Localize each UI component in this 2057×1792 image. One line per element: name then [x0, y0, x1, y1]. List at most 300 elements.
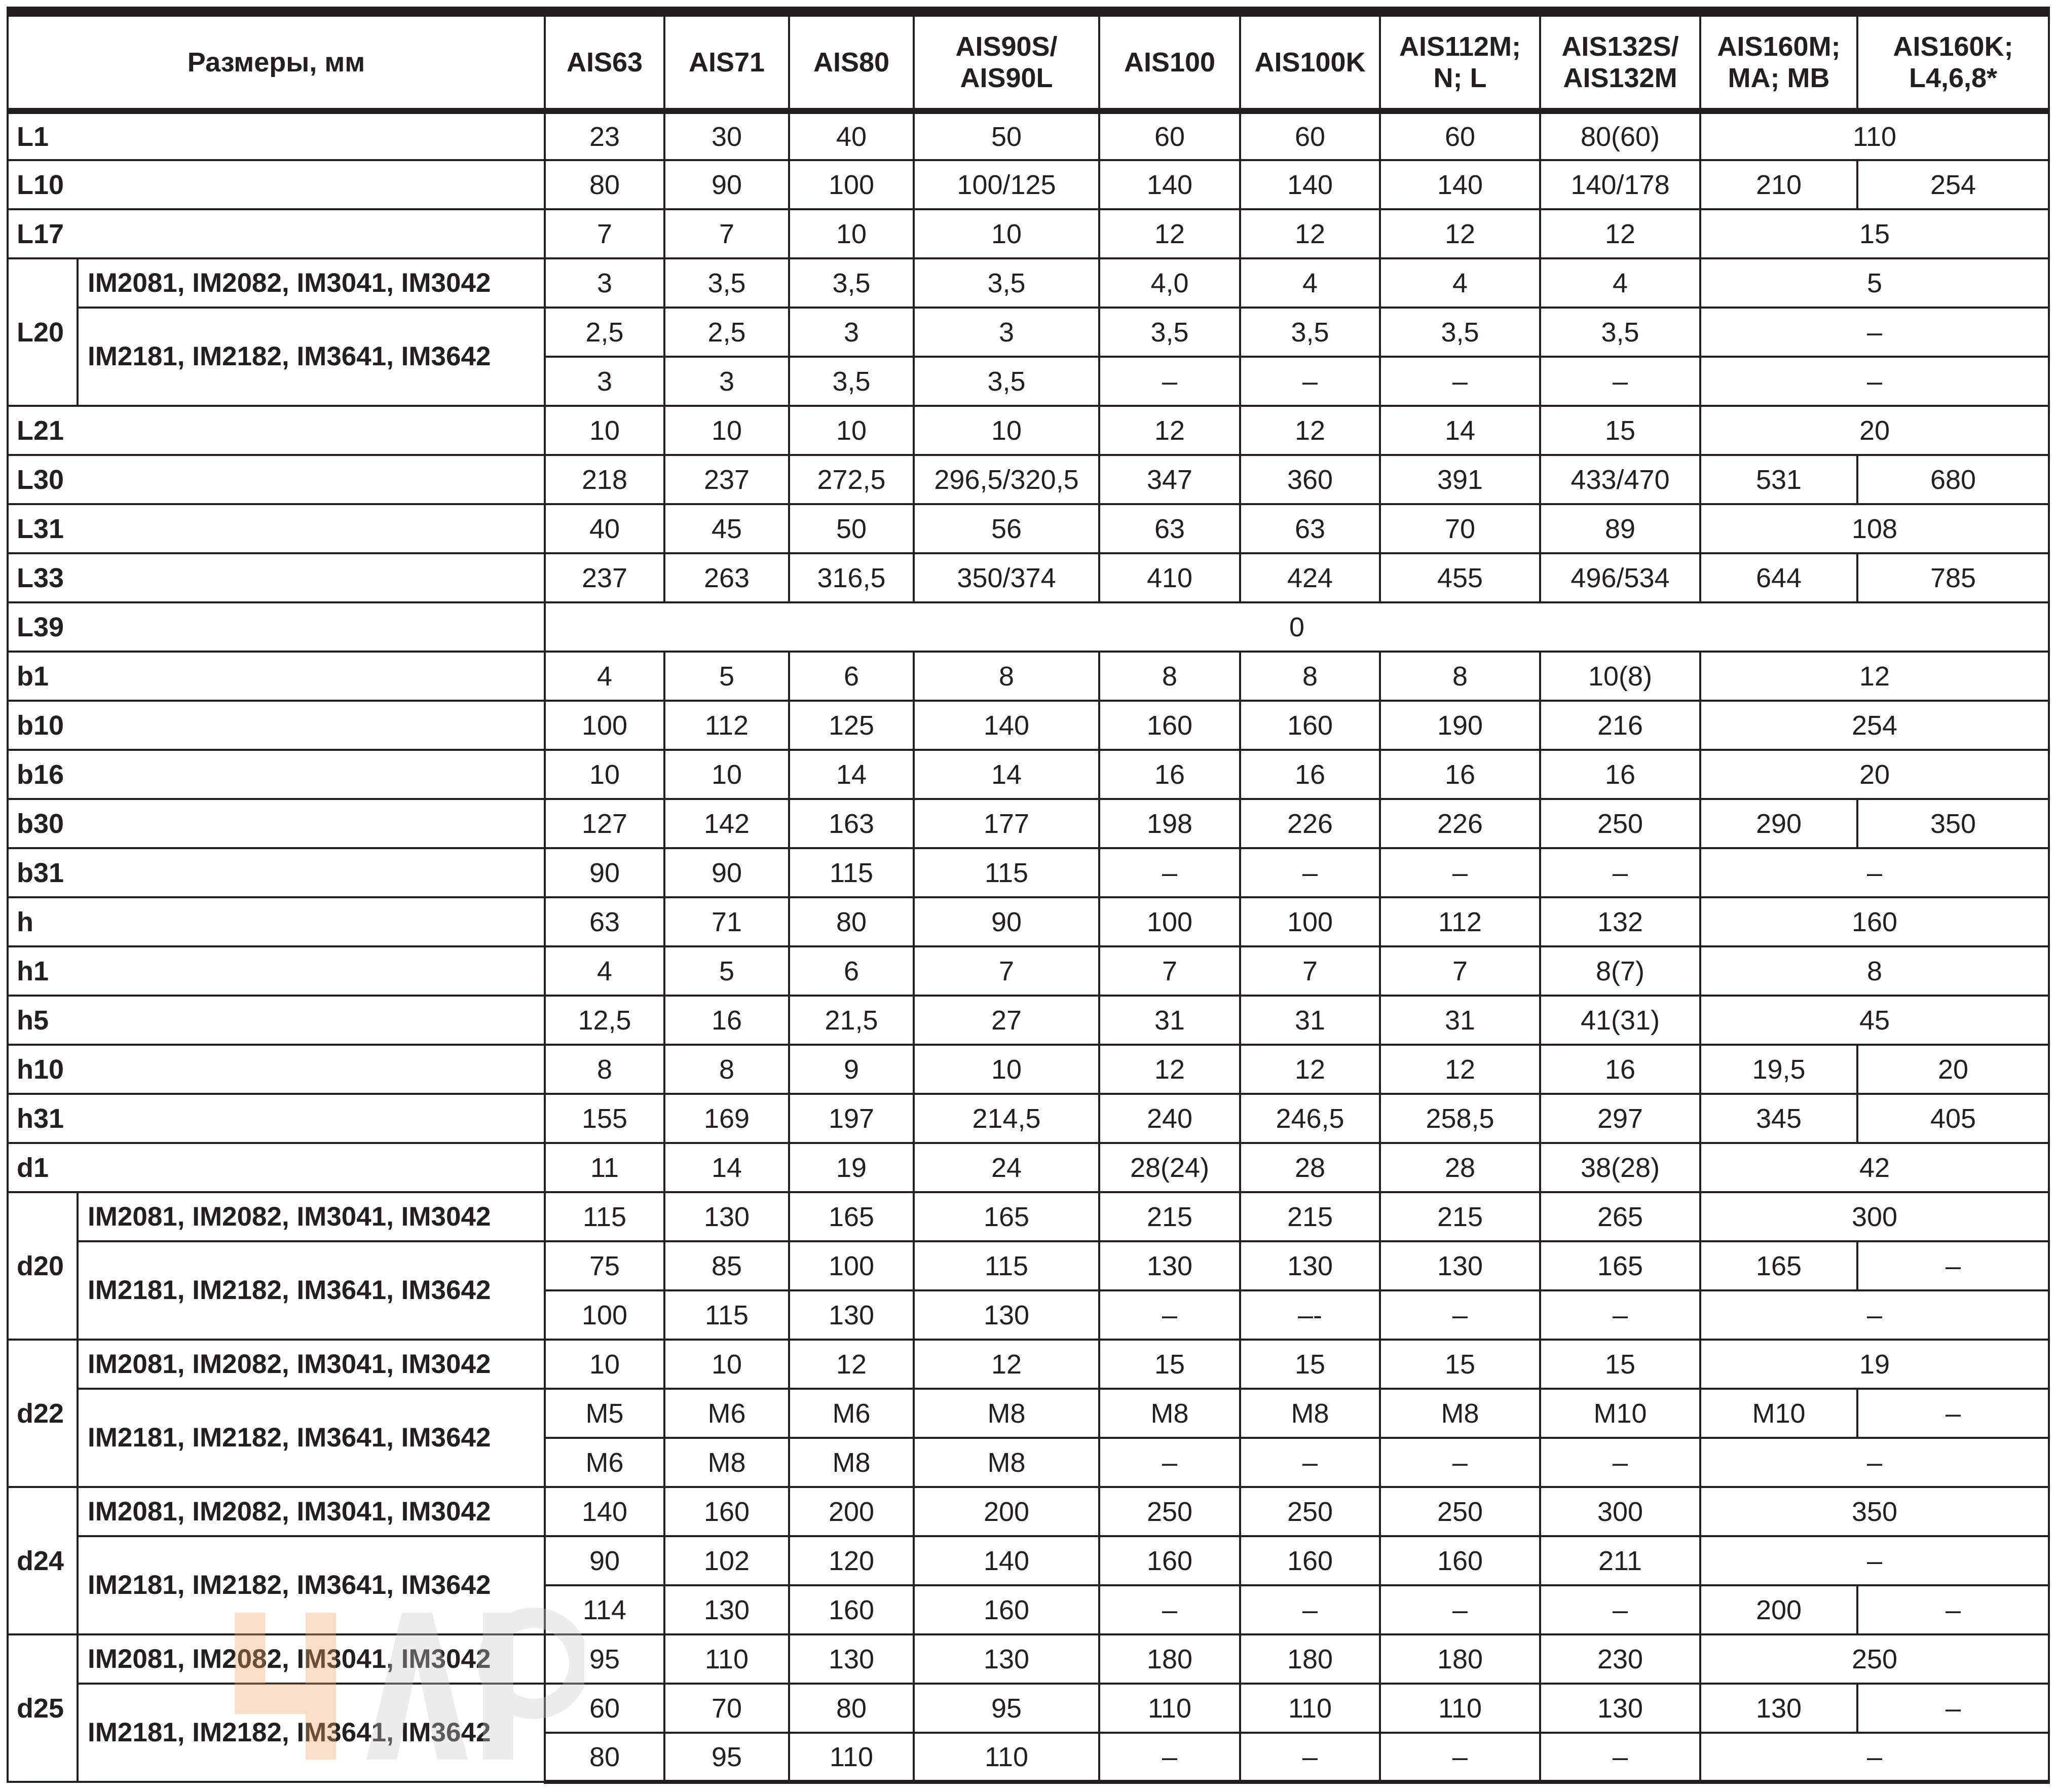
value-cell: 405 — [1857, 1094, 2049, 1143]
value-cell: 226 — [1380, 799, 1540, 848]
value-cell: 140 — [1240, 160, 1380, 209]
value-cell: 19 — [789, 1143, 914, 1192]
value-cell: 45 — [1700, 996, 2049, 1045]
value-cell: 142 — [664, 799, 789, 848]
value-cell: – — [1240, 848, 1380, 897]
value-cell: 12 — [1540, 209, 1700, 258]
value-cell: 237 — [664, 455, 789, 504]
value-cell: 7 — [914, 946, 1099, 996]
value-cell: 140 — [914, 1536, 1099, 1585]
value-cell: 200 — [789, 1487, 914, 1536]
value-cell: 30 — [664, 111, 789, 160]
value-cell: 130 — [789, 1634, 914, 1684]
value-cell: 28 — [1380, 1143, 1540, 1192]
value-cell: 5 — [664, 652, 789, 701]
table-row — [8, 209, 2049, 258]
dimension-label: h10 — [8, 1045, 545, 1094]
value-cell: 3,5 — [789, 258, 914, 308]
value-cell: 197 — [789, 1094, 914, 1143]
value-cell: – — [1540, 1438, 1700, 1487]
value-cell: 3 — [914, 308, 1099, 357]
value-cell: 2,5 — [664, 308, 789, 357]
value-cell: 316,5 — [789, 553, 914, 602]
table-body — [8, 111, 2049, 1782]
value-cell: 28 — [1240, 1143, 1380, 1192]
value-cell: 115 — [545, 1192, 664, 1241]
value-cell: 56 — [914, 504, 1099, 553]
value-cell: 50 — [914, 111, 1099, 160]
value-cell: 5 — [1700, 258, 2049, 308]
value-cell: 10 — [789, 209, 914, 258]
value-cell: 12 — [1099, 1045, 1240, 1094]
value-cell: 345 — [1700, 1094, 1857, 1143]
value-cell: 7 — [545, 209, 664, 258]
value-cell: 6 — [789, 946, 914, 996]
value-cell: 250 — [1240, 1487, 1380, 1536]
value-cell: 130 — [1099, 1241, 1240, 1290]
value-cell: 11 — [545, 1143, 664, 1192]
value-cell: 210 — [1700, 160, 1857, 209]
value-cell: 100 — [545, 701, 664, 750]
value-cell: 10 — [914, 209, 1099, 258]
table-row — [8, 652, 2049, 701]
value-cell: 10 — [789, 406, 914, 455]
value-cell: 160 — [664, 1487, 789, 1536]
value-cell: 165 — [914, 1192, 1099, 1241]
column-header: AIS71 — [664, 12, 789, 111]
value-cell: 80 — [545, 160, 664, 209]
value-cell: 60 — [545, 1684, 664, 1733]
value-cell: 38(28) — [1540, 1143, 1700, 1192]
value-cell: M6 — [545, 1438, 664, 1487]
value-cell: – — [1099, 357, 1240, 406]
value-cell: 230 — [1540, 1634, 1700, 1684]
mount-label: IM2081, IM2082, IM3041, IM3042 — [78, 1634, 545, 1684]
value-cell: 254 — [1700, 701, 2049, 750]
value-cell: 63 — [1240, 504, 1380, 553]
value-cell: – — [1240, 1438, 1380, 1487]
value-cell: 12 — [1380, 1045, 1540, 1094]
value-cell: 4 — [1240, 258, 1380, 308]
value-cell: 180 — [1099, 1634, 1240, 1684]
value-cell: 165 — [1540, 1241, 1700, 1290]
value-cell: 15 — [1099, 1340, 1240, 1389]
value-cell: – — [1540, 848, 1700, 897]
value-cell: 140 — [1380, 160, 1540, 209]
value-cell: – — [1857, 1684, 2049, 1733]
value-cell: – — [1099, 848, 1240, 897]
value-cell: 8 — [664, 1045, 789, 1094]
value-cell: 80 — [789, 1684, 914, 1733]
table-row — [8, 258, 2049, 308]
table-row — [8, 1241, 2049, 1290]
value-cell: 140/178 — [1540, 160, 1700, 209]
value-cell: 8(7) — [1540, 946, 1700, 996]
value-cell: 14 — [664, 1143, 789, 1192]
table-row — [8, 848, 2049, 897]
value-cell: 140 — [914, 701, 1099, 750]
value-cell: – — [1380, 1585, 1540, 1634]
value-cell: 110 — [664, 1634, 789, 1684]
value-cell: 95 — [545, 1634, 664, 1684]
value-cell: 80(60) — [1540, 111, 1700, 160]
dimension-label: h — [8, 897, 545, 946]
dimension-label: L31 — [8, 504, 545, 553]
value-cell: 130 — [1240, 1241, 1380, 1290]
value-cell: 160 — [1380, 1536, 1540, 1585]
value-cell: 3,5 — [914, 357, 1099, 406]
dimension-label: b1 — [8, 652, 545, 701]
value-cell: 114 — [545, 1585, 664, 1634]
value-cell: 63 — [1099, 504, 1240, 553]
value-cell: 90 — [545, 848, 664, 897]
value-cell: 265 — [1540, 1192, 1700, 1241]
value-cell: 110 — [1700, 111, 2049, 160]
value-cell: 10 — [664, 406, 789, 455]
value-cell: 63 — [545, 897, 664, 946]
value-cell: 250 — [1700, 1634, 2049, 1684]
value-cell: 27 — [914, 996, 1099, 1045]
value-cell: 15 — [1540, 406, 1700, 455]
value-cell: 4 — [545, 652, 664, 701]
value-cell: 16 — [1540, 750, 1700, 799]
value-cell: 12 — [1380, 209, 1540, 258]
value-cell: 160 — [1240, 1536, 1380, 1585]
value-cell: 4 — [545, 946, 664, 996]
value-cell: 130 — [664, 1585, 789, 1634]
value-cell: 115 — [914, 848, 1099, 897]
value-cell: 15 — [1700, 209, 2049, 258]
table-row — [8, 897, 2049, 946]
value-cell: 10 — [914, 1045, 1099, 1094]
value-cell: M10 — [1540, 1389, 1700, 1438]
value-cell: 19 — [1700, 1340, 2049, 1389]
value-cell: 31 — [1380, 996, 1540, 1045]
value-cell: 130 — [914, 1634, 1099, 1684]
mount-label: IM2081, IM2082, IM3041, IM3042 — [78, 1192, 545, 1241]
value-cell: 20 — [1700, 750, 2049, 799]
dimension-label: d20 — [8, 1192, 78, 1340]
value-cell: 10(8) — [1540, 652, 1700, 701]
value-cell: 215 — [1240, 1192, 1380, 1241]
value-cell: 360 — [1240, 455, 1380, 504]
value-cell: 71 — [664, 897, 789, 946]
mount-label: IM2181, IM2182, IM3641, IM3642 — [78, 1684, 545, 1782]
value-cell: 215 — [1099, 1192, 1240, 1241]
value-cell: – — [1380, 848, 1540, 897]
value-cell: 644 — [1700, 553, 1857, 602]
table-row — [8, 750, 2049, 799]
table-row — [8, 111, 2049, 160]
value-cell: 785 — [1857, 553, 2049, 602]
value-cell: 120 — [789, 1536, 914, 1585]
value-cell: M8 — [789, 1438, 914, 1487]
value-cell: 3,5 — [1099, 308, 1240, 357]
value-cell: 347 — [1099, 455, 1240, 504]
dimension-label: d24 — [8, 1487, 78, 1634]
mount-label: IM2081, IM2082, IM3041, IM3042 — [78, 1487, 545, 1536]
mount-label: IM2181, IM2182, IM3641, IM3642 — [78, 1536, 545, 1634]
value-cell: 272,5 — [789, 455, 914, 504]
value-cell: 3,5 — [1240, 308, 1380, 357]
value-cell: 12 — [1240, 209, 1380, 258]
value-cell: 110 — [1380, 1684, 1540, 1733]
dimension-label: b31 — [8, 848, 545, 897]
value-cell: 237 — [545, 553, 664, 602]
dimensions-header: Размеры, мм — [8, 12, 545, 111]
column-header: AIS132S/ AIS132M — [1540, 12, 1700, 111]
value-cell: 7 — [1240, 946, 1380, 996]
value-cell: 4 — [1380, 258, 1540, 308]
value-cell: 160 — [1240, 701, 1380, 750]
value-cell: 130 — [1700, 1684, 1857, 1733]
dimensions-sheet — [7, 7, 2048, 1785]
value-cell: M8 — [1240, 1389, 1380, 1438]
table-row — [8, 1536, 2049, 1585]
value-cell: 250 — [1099, 1487, 1240, 1536]
value-cell: M8 — [914, 1389, 1099, 1438]
value-cell: – — [1540, 1585, 1700, 1634]
value-cell: 42 — [1700, 1143, 2049, 1192]
dimension-label: L30 — [8, 455, 545, 504]
value-cell: – — [1700, 1733, 2049, 1782]
value-cell: M8 — [1099, 1389, 1240, 1438]
value-cell: 16 — [1540, 1045, 1700, 1094]
value-cell: 102 — [664, 1536, 789, 1585]
value-cell: 155 — [545, 1094, 664, 1143]
value-cell: 60 — [1099, 111, 1240, 160]
dimension-label: d1 — [8, 1143, 545, 1192]
value-cell: 16 — [664, 996, 789, 1045]
value-cell: 8 — [914, 652, 1099, 701]
value-cell: 300 — [1540, 1487, 1700, 1536]
value-cell: – — [1380, 357, 1540, 406]
value-cell: 31 — [1099, 996, 1240, 1045]
value-cell: – — [1540, 357, 1700, 406]
value-cell: 211 — [1540, 1536, 1700, 1585]
table-row — [8, 160, 2049, 209]
value-cell: 132 — [1540, 897, 1700, 946]
value-cell: 350 — [1700, 1487, 2049, 1536]
value-cell: 12 — [1240, 406, 1380, 455]
value-cell: 10 — [545, 1340, 664, 1389]
value-cell: 130 — [1380, 1241, 1540, 1290]
value-cell: – — [1240, 1733, 1380, 1782]
value-cell: 169 — [664, 1094, 789, 1143]
value-cell: 297 — [1540, 1094, 1700, 1143]
dimension-label: L10 — [8, 160, 545, 209]
dimension-label: h1 — [8, 946, 545, 996]
table-row — [8, 406, 2049, 455]
value-cell: 115 — [789, 848, 914, 897]
value-cell: 258,5 — [1380, 1094, 1540, 1143]
value-cell: 160 — [1099, 701, 1240, 750]
value-cell: 12 — [914, 1340, 1099, 1389]
value-cell: 7 — [1099, 946, 1240, 996]
value-cell: 130 — [914, 1290, 1099, 1340]
value-cell: – — [1700, 848, 2049, 897]
value-cell: – — [1240, 357, 1380, 406]
value-cell: 140 — [545, 1487, 664, 1536]
value-cell: 110 — [1240, 1684, 1380, 1733]
dimension-label: h31 — [8, 1094, 545, 1143]
value-cell: 112 — [1380, 897, 1540, 946]
value-cell: 263 — [664, 553, 789, 602]
value-cell: 90 — [664, 848, 789, 897]
value-cell: – — [1540, 1733, 1700, 1782]
table-row — [8, 1634, 2049, 1684]
value-cell: 16 — [1099, 750, 1240, 799]
value-cell: 110 — [914, 1733, 1099, 1782]
column-header: AIS80 — [789, 12, 914, 111]
value-cell: 3,5 — [664, 258, 789, 308]
table-row — [8, 1340, 2049, 1389]
value-cell: 214,5 — [914, 1094, 1099, 1143]
table-row — [8, 1045, 2049, 1094]
dimension-label: b10 — [8, 701, 545, 750]
value-cell: 9 — [789, 1045, 914, 1094]
value-cell: 216 — [1540, 701, 1700, 750]
mount-label: IM2181, IM2182, IM3641, IM3642 — [78, 1241, 545, 1340]
value-cell: 100 — [1099, 897, 1240, 946]
value-cell: 100/125 — [914, 160, 1099, 209]
table-row — [8, 455, 2049, 504]
value-cell: 7 — [664, 209, 789, 258]
table-row — [8, 308, 2049, 357]
value-cell: 16 — [1240, 750, 1380, 799]
value-cell: 90 — [664, 160, 789, 209]
value-cell: M5 — [545, 1389, 664, 1438]
value-cell: 8 — [545, 1045, 664, 1094]
value-cell: 226 — [1240, 799, 1380, 848]
value-cell: 14 — [1380, 406, 1540, 455]
column-header: AIS160M; MA; MB — [1700, 12, 1857, 111]
value-cell: 90 — [914, 897, 1099, 946]
dimension-label: L17 — [8, 209, 545, 258]
value-cell: 50 — [789, 504, 914, 553]
value-cell: 108 — [1700, 504, 2049, 553]
value-cell: 250 — [1540, 799, 1700, 848]
value-cell: 7 — [1380, 946, 1540, 996]
value-cell: 21,5 — [789, 996, 914, 1045]
value-cell: 246,5 — [1240, 1094, 1380, 1143]
value-cell: M10 — [1700, 1389, 1857, 1438]
value-cell: 40 — [789, 111, 914, 160]
value-cell: 40 — [545, 504, 664, 553]
table-row — [8, 1143, 2049, 1192]
value-cell: – — [1540, 1290, 1700, 1340]
value-cell: – — [1380, 1290, 1540, 1340]
value-cell: 3,5 — [1540, 308, 1700, 357]
value-cell: 15 — [1240, 1340, 1380, 1389]
value-cell: – — [1700, 1290, 2049, 1340]
value-cell: 85 — [664, 1241, 789, 1290]
value-cell: 20 — [1857, 1045, 2049, 1094]
value-cell: 350/374 — [914, 553, 1099, 602]
value-cell: 3 — [545, 258, 664, 308]
value-cell: – — [1857, 1585, 2049, 1634]
mount-label: IM2181, IM2182, IM3641, IM3642 — [78, 308, 545, 406]
table-row — [8, 1684, 2049, 1733]
value-cell: 112 — [664, 701, 789, 750]
table-row — [8, 1487, 2049, 1536]
value-cell: 10 — [914, 406, 1099, 455]
value-cell: 12 — [789, 1340, 914, 1389]
value-cell: 8 — [1099, 652, 1240, 701]
table-row — [8, 701, 2049, 750]
value-cell: 75 — [545, 1241, 664, 1290]
value-cell: 12,5 — [545, 996, 664, 1045]
column-header: AIS112M; N; L — [1380, 12, 1540, 111]
value-cell: 24 — [914, 1143, 1099, 1192]
value-cell: 100 — [545, 1290, 664, 1340]
table-row — [8, 799, 2049, 848]
value-cell: 19,5 — [1700, 1045, 1857, 1094]
dimension-label: b30 — [8, 799, 545, 848]
value-cell: 531 — [1700, 455, 1857, 504]
value-cell: 100 — [1240, 897, 1380, 946]
column-header: AIS160K; L4,6,8* — [1857, 12, 2049, 111]
dimension-label: b16 — [8, 750, 545, 799]
value-cell: 95 — [664, 1733, 789, 1782]
value-cell: 4,0 — [1099, 258, 1240, 308]
value-cell: 215 — [1380, 1192, 1540, 1241]
value-cell: 200 — [914, 1487, 1099, 1536]
table-row — [8, 504, 2049, 553]
value-cell: – — [1380, 1733, 1540, 1782]
value-cell: 455 — [1380, 553, 1540, 602]
dimension-label: d25 — [8, 1634, 78, 1782]
value-cell: 391 — [1380, 455, 1540, 504]
value-cell: 60 — [1380, 111, 1540, 160]
value-cell: 240 — [1099, 1094, 1240, 1143]
value-cell: 10 — [545, 406, 664, 455]
value-cell: 300 — [1700, 1192, 2049, 1241]
value-cell: 180 — [1380, 1634, 1540, 1684]
value-cell: 5 — [664, 946, 789, 996]
value-cell: 165 — [1700, 1241, 1857, 1290]
column-header: AIS100K — [1240, 12, 1380, 111]
value-cell: 198 — [1099, 799, 1240, 848]
value-cell: 41(31) — [1540, 996, 1700, 1045]
value-cell: 165 — [789, 1192, 914, 1241]
column-header: AIS90S/ AIS90L — [914, 12, 1099, 111]
value-cell: 3,5 — [789, 357, 914, 406]
value-cell: 20 — [1700, 406, 2049, 455]
value-cell: 8 — [1240, 652, 1380, 701]
value-cell: 410 — [1099, 553, 1240, 602]
value-cell: 110 — [789, 1733, 914, 1782]
value-cell: 3,5 — [1380, 308, 1540, 357]
value-cell: 12 — [1099, 406, 1240, 455]
value-cell: 3 — [545, 357, 664, 406]
value-cell: – — [1700, 1536, 2049, 1585]
value-cell: 10 — [545, 750, 664, 799]
mount-label: IM2181, IM2182, IM3641, IM3642 — [78, 1389, 545, 1487]
table-row — [8, 1389, 2049, 1438]
table-row — [8, 553, 2049, 602]
value-cell: 4 — [1540, 258, 1700, 308]
value-cell: – — [1099, 1585, 1240, 1634]
value-cell: 80 — [545, 1733, 664, 1782]
value-cell: 12 — [1099, 209, 1240, 258]
dimension-label: L33 — [8, 553, 545, 602]
dimension-label: L21 — [8, 406, 545, 455]
value-cell: 296,5/320,5 — [914, 455, 1099, 504]
table-row — [8, 996, 2049, 1045]
value-cell: – — [1240, 1585, 1380, 1634]
value-cell: 0 — [545, 602, 2049, 652]
